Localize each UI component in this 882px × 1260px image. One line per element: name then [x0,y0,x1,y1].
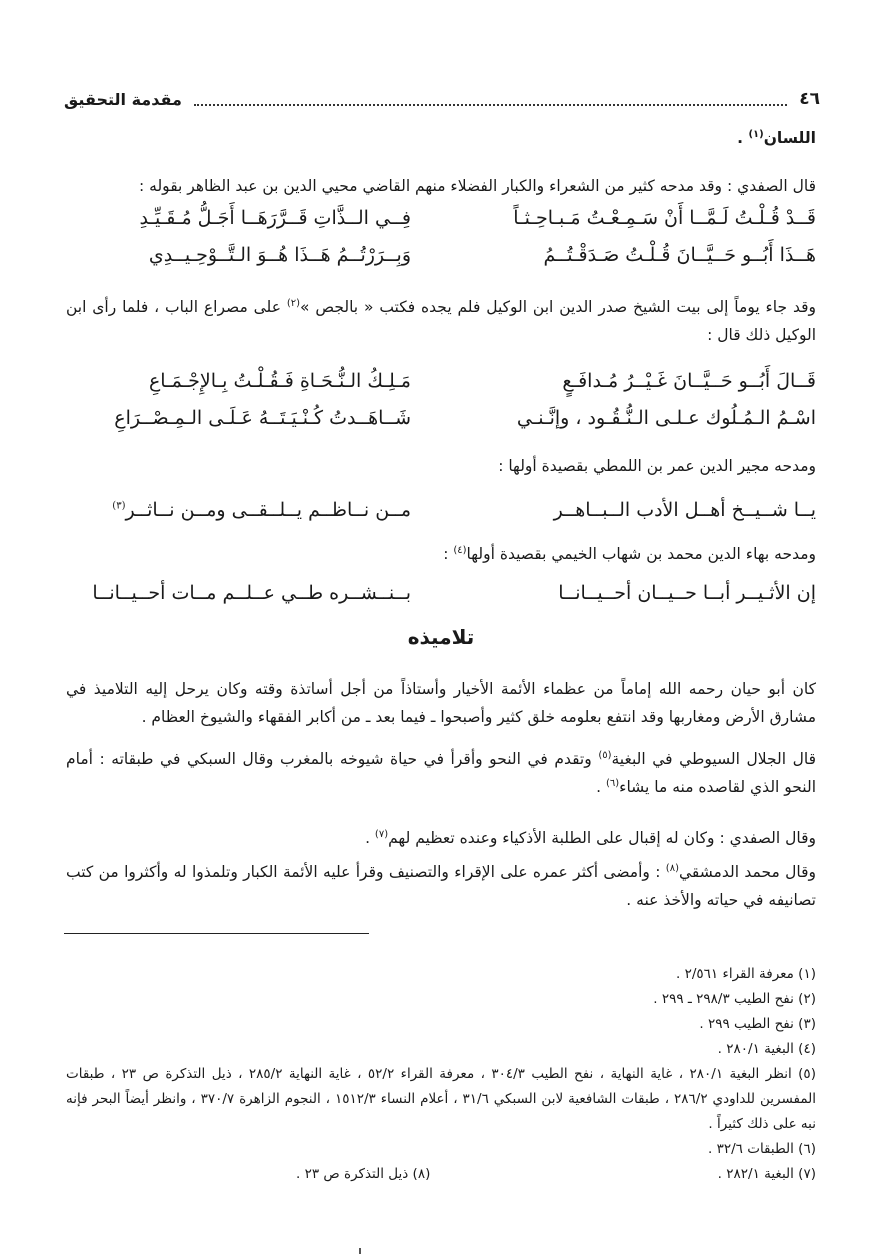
running-title: مقدمة التحقيق [64,89,182,109]
paragraph-text: ومدحه بهاء الدين محمد بن شهاب الخيمي بقصيدة أولها [466,545,816,563]
paragraph-ibn-wakil [66,293,816,349]
paragraph-suyuti [66,745,816,801]
footnote-ref: (١) [748,128,764,140]
paragraph-text: وقال محمد الدمشقي [678,863,816,881]
verse-hemistich-first: هَــذَا أَبُــو حَــيَّــانَ قُـلْـتُ صَـدَقْـتُــمُ [543,244,816,266]
verse-hemistich-second: فِــي الــذَّاتِ قَــرَّرَهَــا أَجَـلُّ مُـقَـيِّـدِ [139,207,411,229]
footnotes [66,962,816,1187]
verse-hemistich-first: إن الأثـيــر أبــا حــيــان أحــيــانــا [558,582,816,604]
verse-hemistich-second [66,495,411,525]
paragraph-safadi-students [66,824,816,852]
paragraph-bahaa [66,540,816,568]
verse-line [66,495,816,525]
paragraph-dimashqi [66,858,816,914]
section-heading: تلاميذه [407,625,475,649]
verse-hemistich-second: بــنــشــره طــي عــلــم مــات أحــيــانــا [92,582,411,604]
verse-line [66,578,816,608]
paragraph-text: وقد جاء يوماً إلى بيت الشيخ صدر الدين ابن الوكيل فلم يجده فكتب « بالجص » [300,298,816,316]
paragraph-text-end: . [596,778,606,796]
paragraph-text-end: . [365,829,375,847]
paragraph-text: اللسان [763,129,816,147]
footnote-ref: (٧) [374,828,389,840]
paragraph-text-cont: على مصراع الباب ، فلما رأى ابن الوكيل ذلك قال : [66,298,816,344]
verse-hemistich-first: يــا شــيــخ أهــل الأدب الــبــاهــر [553,499,816,521]
footnote-ref: (٢) [286,297,300,309]
header-dot-leader [194,92,787,106]
footnote-1: (١) معرفة القراء ٢/٥٦١ . [676,966,816,982]
page-header [64,86,820,112]
paragraph-mujir: ومدحه مجير الدين عمر بن اللمطي بقصيدة أولها : [498,457,816,475]
verse-hemistich-first: قَــدْ قُـلْـتُ لَـمَّــا أَنْ سَـمِـعْـتُ مَـبـاحِـثـاً [513,207,816,229]
verse-hemistich-second: مَـلِـكُ الـنُّـحَـاةِ فَـقُـلْـتُ بِـالإِجْـمَـاعِ [148,370,411,392]
paragraph-safadi-praise: قال الصفدي : وقد مدحه كثير من الشعراء والكبار الفضلاء منهم القاضي محيي الدين بن عبد الظاهر بقوله : [139,177,816,195]
verse-line [66,240,816,270]
verse-line [66,203,816,233]
verse-hemistich-second: شَــاهَــدتُ كُـنْـيَـتَــهُ عَـلَـى الـمِـصْــرَاعِ [114,407,411,429]
paragraph-text: قال الجلال السيوطي في البغية [611,750,816,768]
footnote-8: (٨) ذيل التذكرة ص ٢٣ . [296,1166,431,1182]
paragraph-students: كان أبو حيان رحمه الله إماماً من عظماء الأئمة الأخيار وأستاذاً من أجل أساتذة وقته وكان يرحل إليه التلاميذ في مشارق الأرض ومغاربها وقد انتفع بعلومه خلق كثير وأصبحوا ـ فيما بعد ـ من أكابر الفقهاء والشيوخ العظام . [66,680,816,726]
page-number: ٤٦ [799,89,820,109]
footnote-2: (٢) نفح الطيب ٢٩٨/٣ ـ ٢٩٩ . [653,991,816,1007]
footnote-ref: (٨) [665,862,679,874]
footnote-ref: (٥) [598,749,612,761]
footnote-ref: (٤) [453,544,467,556]
verse-text: مــن نــاظــم يــلــقــى ومــن نــاثــر [125,499,411,521]
footnote-4: (٤) البغية ٢٨٠/١ . [717,1041,816,1057]
verse-hemistich-first: قَــالَ أَبُــو حَــيَّــانَ غَـيْــرُ مُـدافَـعٍ [562,370,816,392]
paragraph-lisan [66,124,816,152]
verse-line [66,366,816,396]
verse-line [66,403,816,433]
footnote-ref: (٣) [112,500,126,512]
paragraph-text-cont: وتقدم في النحو وأقرأ في حياة شيوخه بالمغرب وقال السبكي في طبقاته : أمام النحو الذي لقاصده منه ما يشاء [66,750,816,796]
footnote-ref: (٦) [605,777,620,789]
paragraph-text: وقال الصفدي : وكان له إقبال على الطلبة الأذكياء وعنده تعظيم لهم [388,829,816,847]
footnote-6: (٦) الطبقات ٣٢/٦ . [708,1141,816,1157]
footnote-3: (٣) نفح الطيب ٢٩٩ . [699,1016,816,1032]
paragraph-text-end: . [737,129,749,147]
footnote-5: (٥) انظر البغية ٢٨٠/١ ، غاية النهاية ، نفح الطيب ٣٠٤/٣ ، معرفة القراء ٥٢/٢ ، غاية النهاية ٢٨٥/٢ ، ذيل التذكرة ص ٢٣ ، طبقات المفسرين للداودي ٢٨٦/٢ ، طبقات الشافعية لابن السبكي ٣١/٦ ، أعلام النساء ١٥١٢/٣ ، النجوم الزاهرة ٣٧٠/٧ ، وانظر أيضاً البحر فإنه نبه على ذلك كثيراً . [66,1066,817,1132]
paragraph-text-cont: : وأمضى أكثر عمره على الإقراء والتصنيف وقرأ عليه الأئمة الكبار وتلمذوا له وأكثروا من كتب تصانيفه في حياته والأخذ عنه . [66,863,816,909]
verse-hemistich-second: وَبِــرَرْتُــمُ هَــذَا هُــوَ الـتَّــوْحِـيــدِي [148,244,411,266]
footnote-7: (٧) البغية ٢٨٢/١ . [717,1166,816,1182]
paragraph-text-end: : [443,545,454,563]
verse-hemistich-first: اسْـمُ الـمُـلُوك عـلـى الـنُّـقُـود ، وإنَّـنـي [516,407,816,429]
scan-mark [359,1248,361,1254]
footnote-row [66,1162,816,1187]
footnote-separator [64,933,369,934]
